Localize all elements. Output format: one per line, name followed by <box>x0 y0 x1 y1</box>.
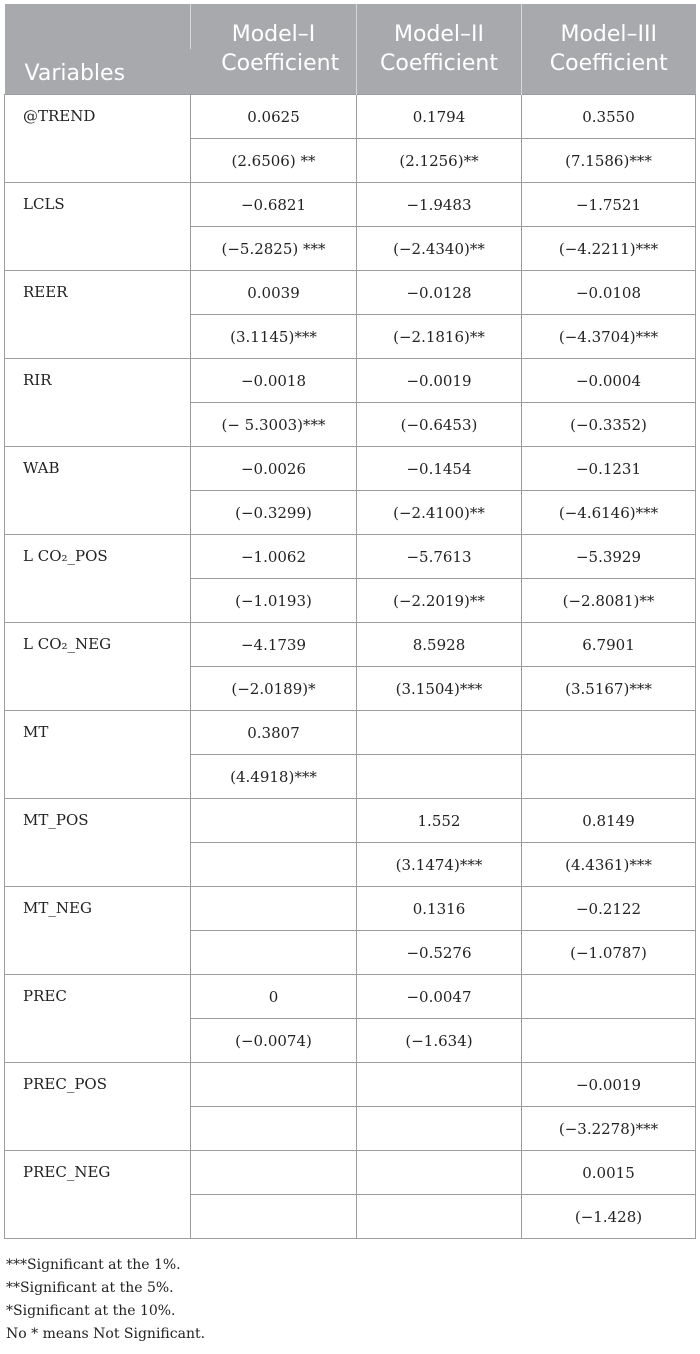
variable-name: PREC_NEG <box>5 1151 191 1239</box>
table-header <box>5 4 696 95</box>
header-coefficient-1: Coefficient <box>191 49 357 95</box>
coefficient-model-3 <box>522 711 696 755</box>
variable-name: L CO₂_NEG <box>5 623 191 711</box>
t-statistic-model-3 <box>522 755 696 799</box>
t-statistic-model-3: (−1.428) <box>522 1195 696 1239</box>
t-statistic-model-3: (−3.2278)*** <box>522 1107 696 1151</box>
coefficient-model-1: 0.3807 <box>191 711 357 755</box>
t-statistic-model-3 <box>522 1019 696 1063</box>
regression-table-container <box>4 4 695 1239</box>
coefficient-model-2 <box>357 1063 522 1107</box>
t-statistic-model-2: (−2.2019)** <box>357 579 522 623</box>
table-body <box>5 95 696 1239</box>
coefficient-model-2: 0.1794 <box>357 95 522 139</box>
coefficient-model-2: −0.0128 <box>357 271 522 315</box>
t-statistic-model-2: −0.5276 <box>357 931 522 975</box>
variable-name: PREC_POS <box>5 1063 191 1151</box>
coefficient-model-3: −0.2122 <box>522 887 696 931</box>
coefficient-model-2: 1.552 <box>357 799 522 843</box>
table-row-coefficient <box>5 887 696 931</box>
t-statistic-model-1: (−0.0074) <box>191 1019 357 1063</box>
t-statistic-model-2: (−2.4340)** <box>357 227 522 271</box>
note-10pct: *Significant at the 10%. <box>6 1303 176 1319</box>
coefficient-model-3: −1.7521 <box>522 183 696 227</box>
t-statistic-model-1: (2.6506) ** <box>191 139 357 183</box>
regression-table <box>4 4 696 1239</box>
coefficient-model-2: −0.0019 <box>357 359 522 403</box>
t-statistic-model-2: (3.1474)*** <box>357 843 522 887</box>
t-statistic-model-1: (4.4918)*** <box>191 755 357 799</box>
coefficient-model-3: −0.0004 <box>522 359 696 403</box>
t-statistic-model-3: (−2.8081)** <box>522 579 696 623</box>
variable-name: REER <box>5 271 191 359</box>
variable-name: LCLS <box>5 183 191 271</box>
coefficient-model-3: −5.3929 <box>522 535 696 579</box>
table-row-coefficient <box>5 1151 696 1195</box>
note-1pct: ***Significant at the 1%. <box>6 1257 181 1273</box>
coefficient-model-2: −0.0047 <box>357 975 522 1019</box>
t-statistic-model-1: (−0.3299) <box>191 491 357 535</box>
variable-name: @TREND <box>5 95 191 183</box>
t-statistic-model-3: (−0.3352) <box>522 403 696 447</box>
coefficient-model-2: 8.5928 <box>357 623 522 667</box>
t-statistic-model-3: (−4.3704)*** <box>522 315 696 359</box>
t-statistic-model-3: (−4.6146)*** <box>522 491 696 535</box>
note-5pct: **Significant at the 5%. <box>6 1280 174 1296</box>
coefficient-model-1: −4.1739 <box>191 623 357 667</box>
variable-name: MT_POS <box>5 799 191 887</box>
header-variables: Variables <box>5 4 191 95</box>
coefficient-model-1: −1.0062 <box>191 535 357 579</box>
variable-name: MT <box>5 711 191 799</box>
table-row-coefficient <box>5 359 696 403</box>
table-row-coefficient <box>5 975 696 1019</box>
variable-name: RIR <box>5 359 191 447</box>
t-statistic-model-2: (−0.6453) <box>357 403 522 447</box>
t-statistic-model-3: (3.5167)*** <box>522 667 696 711</box>
coefficient-model-2 <box>357 711 522 755</box>
coefficient-model-3: 0.0015 <box>522 1151 696 1195</box>
table-row-coefficient <box>5 1063 696 1107</box>
coefficient-model-3: 6.7901 <box>522 623 696 667</box>
coefficient-model-3: −0.0019 <box>522 1063 696 1107</box>
coefficient-model-2: −0.1454 <box>357 447 522 491</box>
t-statistic-model-1: (3.1145)*** <box>191 315 357 359</box>
variable-name: MT_NEG <box>5 887 191 975</box>
t-statistic-model-2 <box>357 755 522 799</box>
table-row-coefficient <box>5 535 696 579</box>
table-row-coefficient <box>5 447 696 491</box>
coefficient-model-3: 0.3550 <box>522 95 696 139</box>
t-statistic-model-1: (−2.0189)* <box>191 667 357 711</box>
variable-name: WAB <box>5 447 191 535</box>
coefficient-model-1: 0.0039 <box>191 271 357 315</box>
table-row-coefficient <box>5 623 696 667</box>
coefficient-model-1: −0.0026 <box>191 447 357 491</box>
header-model-1: Model–I <box>191 4 357 49</box>
note-not-significant: No * means Not Significant. <box>6 1326 206 1342</box>
coefficient-model-1 <box>191 887 357 931</box>
coefficient-model-1 <box>191 1063 357 1107</box>
coefficient-model-1 <box>191 799 357 843</box>
t-statistic-model-2: (−2.1816)** <box>357 315 522 359</box>
t-statistic-model-1 <box>191 931 357 975</box>
coefficient-model-2 <box>357 1151 522 1195</box>
t-statistic-model-1: (− 5.3003)*** <box>191 403 357 447</box>
header-coefficient-3: Coefficient <box>522 49 696 95</box>
coefficient-model-2: −1.9483 <box>357 183 522 227</box>
t-statistic-model-1: (−5.2825) *** <box>191 227 357 271</box>
table-notes <box>6 1254 205 1346</box>
t-statistic-model-2 <box>357 1195 522 1239</box>
coefficient-model-2: 0.1316 <box>357 887 522 931</box>
t-statistic-model-2: (2.1256)** <box>357 139 522 183</box>
t-statistic-model-1 <box>191 1107 357 1151</box>
coefficient-model-3: −0.0108 <box>522 271 696 315</box>
table-row-coefficient <box>5 711 696 755</box>
t-statistic-model-2 <box>357 1107 522 1151</box>
coefficient-model-1: 0 <box>191 975 357 1019</box>
t-statistic-model-2: (3.1504)*** <box>357 667 522 711</box>
coefficient-model-1: 0.0625 <box>191 95 357 139</box>
t-statistic-model-1 <box>191 843 357 887</box>
coefficient-model-2: −5.7613 <box>357 535 522 579</box>
coefficient-model-3 <box>522 975 696 1019</box>
t-statistic-model-3: (−4.2211)*** <box>522 227 696 271</box>
variable-name: L CO₂_POS <box>5 535 191 623</box>
coefficient-model-1: −0.6821 <box>191 183 357 227</box>
table-row-coefficient <box>5 183 696 227</box>
t-statistic-model-3: (−1.0787) <box>522 931 696 975</box>
coefficient-model-1 <box>191 1151 357 1195</box>
header-model-3: Model–III <box>522 4 696 49</box>
header-coefficient-2: Coefficient <box>357 49 522 95</box>
t-statistic-model-2: (−2.4100)** <box>357 491 522 535</box>
table-row-coefficient <box>5 95 696 139</box>
t-statistic-model-2: (−1.634) <box>357 1019 522 1063</box>
t-statistic-model-3: (4.4361)*** <box>522 843 696 887</box>
coefficient-model-3: 0.8149 <box>522 799 696 843</box>
variable-name: PREC <box>5 975 191 1063</box>
t-statistic-model-1 <box>191 1195 357 1239</box>
table-row-coefficient <box>5 271 696 315</box>
table-row-coefficient <box>5 799 696 843</box>
t-statistic-model-3: (7.1586)*** <box>522 139 696 183</box>
t-statistic-model-1: (−1.0193) <box>191 579 357 623</box>
coefficient-model-3: −0.1231 <box>522 447 696 491</box>
header-model-2: Model–II <box>357 4 522 49</box>
coefficient-model-1: −0.0018 <box>191 359 357 403</box>
